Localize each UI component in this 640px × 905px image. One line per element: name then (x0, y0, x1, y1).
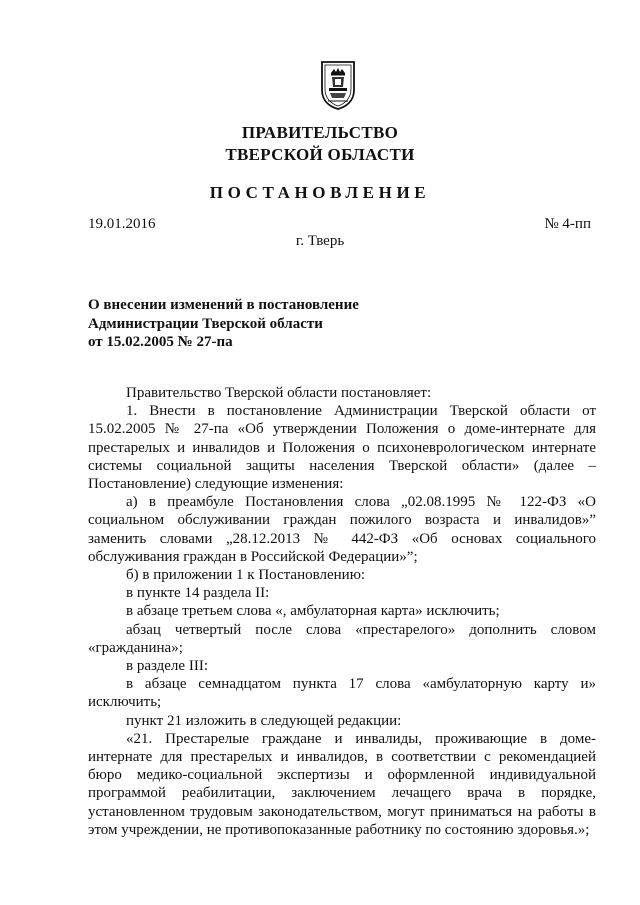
body-paragraph: 1. Внести в постановление Администрации Тверской области от 15.02.2005 № 27-па «Об утверждении Положения о доме-интернате для престарелых и инвалидов и Положения о психоневрологическом интернате системы социальной защиты населения Тверской области» (далее – Постановление) следующие изменения: (88, 403, 596, 493)
subject-line3: от 15.02.2005 № 27-па (88, 334, 233, 350)
document-date: 19.01.2016 (88, 216, 156, 232)
body-paragraph: в абзаце третьем слова «, амбулаторная карта» исключить; (126, 603, 500, 620)
document-body (88, 384, 596, 839)
body-paragraph: в разделе III: (126, 658, 208, 675)
document-city: г. Тверь (295, 233, 345, 249)
body-paragraph: пункт 21 изложить в следующей редакции: (126, 712, 402, 729)
government-name-line1: ПРАВИТЕЛЬСТВО (241, 123, 399, 142)
government-name (0, 122, 640, 166)
body-paragraph: в пункте 14 раздела II: (126, 585, 270, 602)
government-name-line2: ТВЕРСКОЙ ОБЛАСТИ (225, 145, 415, 164)
document-subject (88, 296, 359, 352)
document-type: ПОСТАНОВЛЕНИЕ (209, 183, 431, 202)
body-paragraph: а) в преамбуле Постановления слова „02.08.1995 № 122-ФЗ «О социальном обслуживании граждан пожилого возраста и инвалидов»” заменить словами „28.12.2013 № 442-ФЗ «Об основах социального обслуживания граждан в Российской Федерации»”; (88, 494, 596, 565)
body-paragraph: «21. Престарелые граждане и инвалиды, проживающие в доме-интернате для престарелых и инвалидов, в соответствии с рекомендацией бюро медико-социальной экспертизы и оформленной индивидуальной программой реабилитации, заключением лечащего врача в порядке, установленном трудовым законодательством, могут приниматься на работы в этом учреждении, не противопоказанные работнику по состоянию здоровья.»; (88, 730, 596, 838)
document-number: № 4-пп (544, 216, 591, 232)
body-paragraph: в абзаце семнадцатом пункта 17 слова «амбулаторную карту и» исключить; (88, 676, 596, 711)
subject-line2: Администрации Тверской области (88, 315, 323, 332)
subject-line1: О внесении изменений в постановление (88, 297, 359, 313)
coat-of-arms-icon (319, 60, 357, 110)
body-paragraph: абзац четвертый после слова «престарелого» дополнить словом «гражданина»; (88, 621, 596, 656)
body-paragraph: б) в приложении 1 к Постановлению: (126, 567, 366, 584)
body-paragraph: Правительство Тверской области постановляет: (126, 385, 432, 401)
